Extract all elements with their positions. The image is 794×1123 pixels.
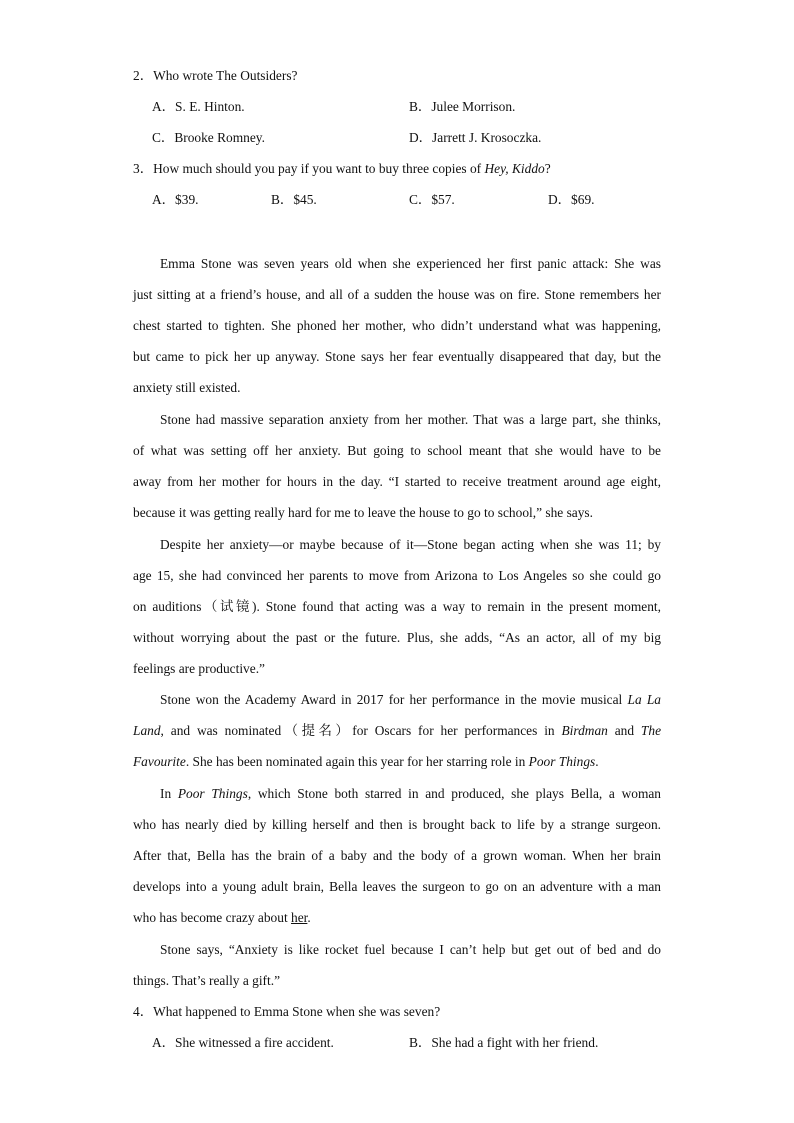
paragraph-4-line-1 xyxy=(160,691,661,709)
question-3-option-b: B．$45. xyxy=(271,192,317,207)
question-2-option-c: C．Brooke Romney. xyxy=(152,130,265,145)
paragraph-5-line-1 xyxy=(160,785,661,803)
text: Stone won the Academy Award in 2017 for her performance in the movie musical xyxy=(160,692,628,707)
text: . xyxy=(307,910,311,925)
paragraph-5-line-3: After that, Bella has the brain of a baby and the body of a grown woman. When her brain xyxy=(133,848,661,863)
paragraph-2-line-3: away from her mother for hours in the day. “I started to receive treatment around age eight, xyxy=(133,474,661,489)
movie-title: Poor Things xyxy=(528,754,596,769)
paragraph-3-line-2: age 15, she had convinced her parents to move from Arizona to Los Angeles so she could go xyxy=(133,568,661,583)
paragraph-5-line-5 xyxy=(133,909,661,927)
paragraph-2-line-4: because it was getting really hard for me to leave the house to go to school,” she says. xyxy=(133,505,593,520)
question-4-stem: 4．What happened to Emma Stone when she was seven? xyxy=(133,1004,441,1019)
paragraph-3-line-5: feelings are productive.” xyxy=(133,661,265,676)
paragraph-6-line-2: things. That’s really a gift.” xyxy=(133,973,281,988)
paragraph-1-line-5: anxiety still existed. xyxy=(133,380,241,395)
text: and xyxy=(607,723,641,738)
book-title: Hey, Kiddo xyxy=(484,161,545,176)
paragraph-1-line-2: just sitting at a friend’s house, and all of a sudden the house was on fire. Stone remembers her xyxy=(133,287,661,302)
stem-text: 3．How much should you pay if you want to buy three copies of xyxy=(133,161,485,176)
question-3-option-a: A．$39. xyxy=(152,192,199,207)
stem-punct: ? xyxy=(544,161,551,176)
question-4-option-a: A．She witnessed a fire accident. xyxy=(152,1035,334,1050)
paragraph-3-line-4: without worrying about the past or the future. Plus, she adds, “As an actor, all of my big xyxy=(133,630,661,645)
question-3-option-d: D．$69. xyxy=(548,192,595,207)
movie-title: Poor Things xyxy=(177,786,248,801)
paragraph-1-line-3: chest started to tighten. She phoned her mother, who didn’t understand what was happening, xyxy=(133,318,661,333)
question-3-stem xyxy=(133,160,551,178)
text: In xyxy=(160,786,178,801)
paragraph-1-line-1: Emma Stone was seven years old when she experienced her first panic attack: She was xyxy=(160,256,661,271)
paragraph-2-line-2: of what was setting off her anxiety. But going to school meant that she would have to be xyxy=(133,443,661,458)
movie-title: Favourite xyxy=(133,754,186,769)
paragraph-3-line-1: Despite her anxiety—or maybe because of it—Stone began acting when she was 11; by xyxy=(160,537,661,552)
paragraph-6-line-1: Stone says, “Anxiety is like rocket fuel because I can’t help but get out of bed and do xyxy=(160,942,661,957)
paragraph-5-line-4: develops into a young adult brain, Bella leaves the surgeon to go on an adventure with a man xyxy=(133,879,661,894)
text: . xyxy=(595,754,599,769)
question-2-option-a: A．S. E. Hinton. xyxy=(152,99,245,114)
paragraph-5-line-2: who has nearly died by killing herself and then is brought back to life by a strange surgeon. xyxy=(133,817,661,832)
question-4-option-b: B．She had a fight with her friend. xyxy=(409,1035,599,1050)
movie-title: Land xyxy=(133,723,161,738)
movie-title: La La xyxy=(627,692,662,707)
underlined-word: her xyxy=(291,910,308,925)
paragraph-1-line-4: but came to pick her up anyway. Stone says her fear eventually disappeared that day, but the xyxy=(133,349,661,364)
question-2-stem: 2．Who wrote The Outsiders? xyxy=(133,68,298,83)
question-2-option-b: B．Julee Morrison. xyxy=(409,99,516,114)
question-3-option-c: C．$57. xyxy=(409,192,455,207)
paragraph-4-line-3 xyxy=(133,753,661,771)
paragraph-4-line-2 xyxy=(133,722,661,740)
movie-title: The xyxy=(640,723,662,738)
text: who has become crazy about xyxy=(133,910,292,925)
paragraph-3-line-3: on auditions（试镜). Stone found that acting was a way to remain in the present moment, xyxy=(133,599,661,614)
text: . She has been nominated again this year for her starring role in xyxy=(185,754,529,769)
question-2-option-d: D．Jarrett J. Krosoczka. xyxy=(409,130,542,145)
text: , which Stone both starred in and produced, she plays Bella, a woman xyxy=(247,786,661,801)
text: , and was nominated（提名）for Oscars for her performances in xyxy=(160,723,562,738)
paragraph-2-line-1: Stone had massive separation anxiety from her mother. That was a large part, she thinks, xyxy=(160,412,661,427)
movie-title: Birdman xyxy=(561,723,608,738)
